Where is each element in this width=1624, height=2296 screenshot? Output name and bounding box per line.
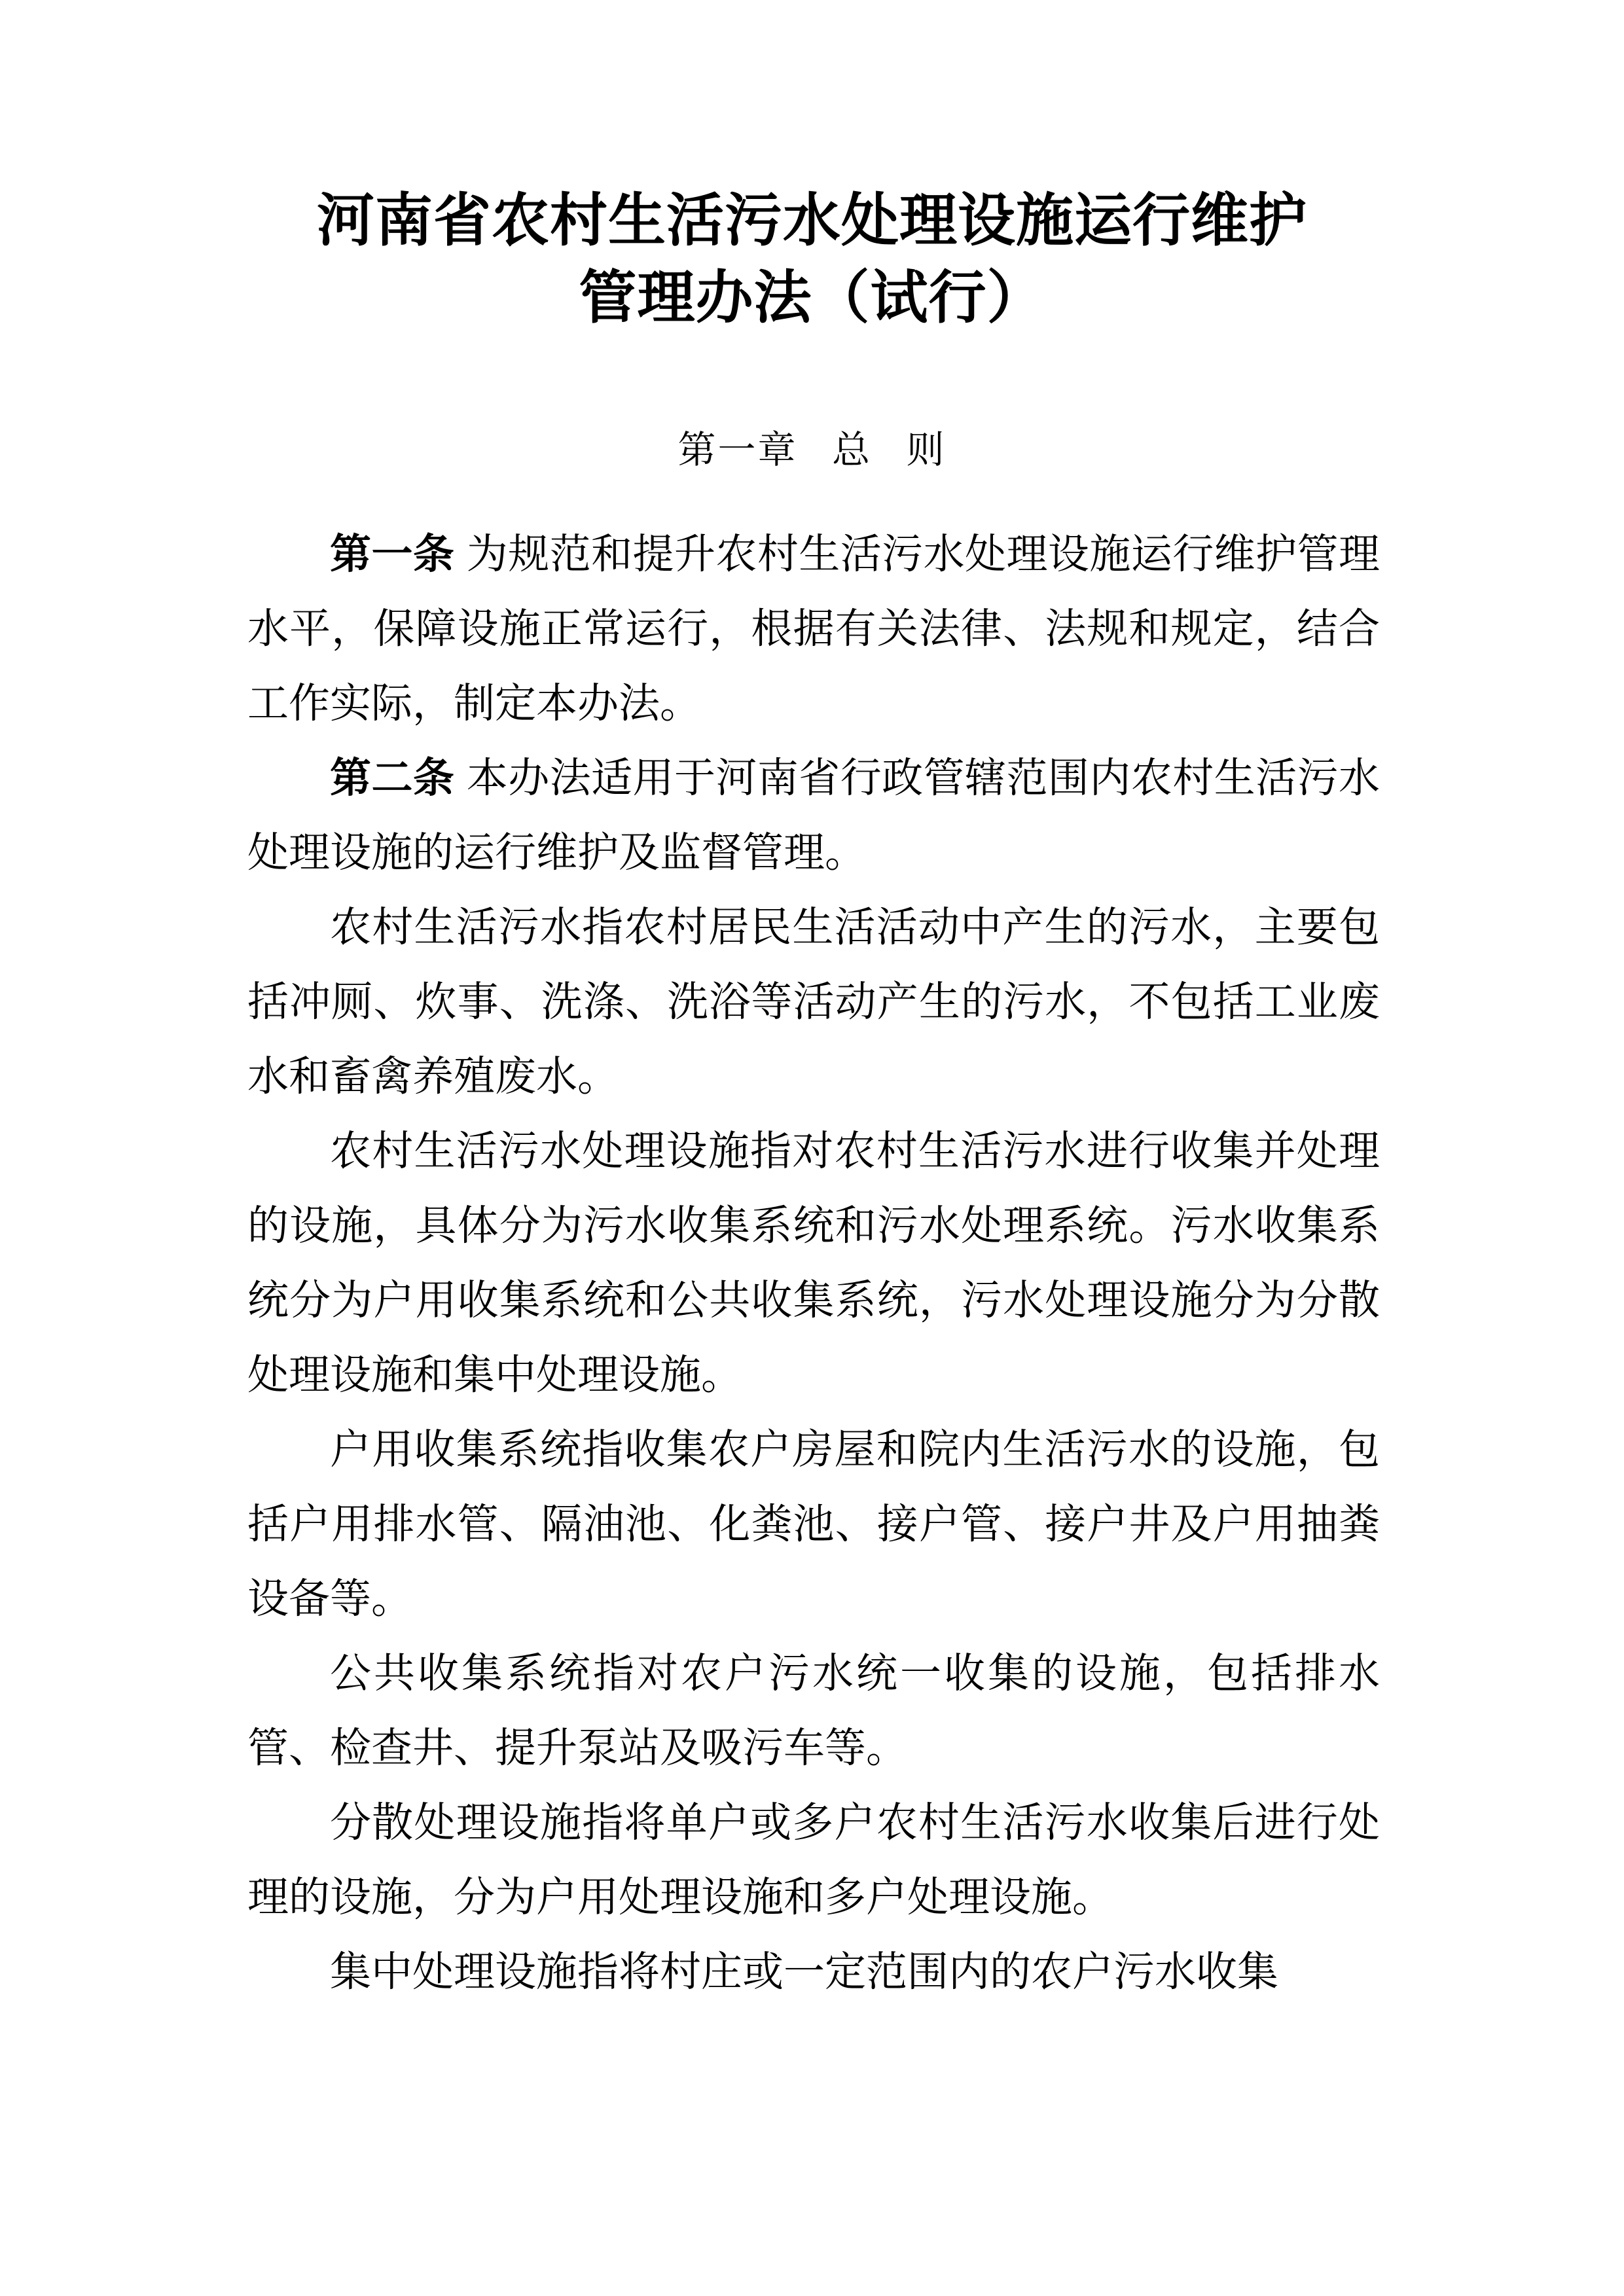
paragraph-definition-public-collection bbox=[247, 1636, 1380, 1785]
paragraph-text-1: 为规范和提升农村生活污水处理设施运行维护管理水平，保障设施正常运行，根据有关法律、法规和规定，结合工作实际，制定本办法。 bbox=[247, 531, 1380, 726]
paragraph-text-7: 分散处理设施指将单户或多户农村生活污水收集后进行处理的设施，分为户用处理设施和多户处理设施。 bbox=[247, 1800, 1380, 1920]
paragraph-text-5: 户用收集系统指收集农户房屋和院内生活污水的设施，包括户用排水管、隔油池、化粪池、接户管、接户井及户用抽粪设备等。 bbox=[247, 1427, 1380, 1622]
article-label-1: 第一条 bbox=[330, 531, 455, 577]
paragraph-text-3: 农村生活污水指农村居民生活活动中产生的污水，主要包括冲厕、炊事、洗涤、洗浴等活动产生的污水，不包括工业废水和畜禽养殖废水。 bbox=[247, 905, 1380, 1100]
paragraph-text-4: 农村生活污水处理设施指对农村生活污水进行收集并处理的设施，具体分为污水收集系统和污水处理系统。污水收集系统分为户用收集系统和公共收集系统，污水处理设施分为分散处理设施和集中处理设施。 bbox=[247, 1128, 1380, 1398]
paragraph-definition-centralized-facility bbox=[247, 1935, 1380, 2009]
paragraph-text-6: 公共收集系统指对农户污水统一收集的设施，包括排水管、检查井、提升泵站及吸污车等。 bbox=[247, 1651, 1380, 1771]
paragraph-text-8: 集中处理设施指将村庄或一定范围内的农户污水收集 bbox=[330, 1949, 1278, 1995]
document-body bbox=[247, 517, 1380, 2009]
article-label-2: 第二条 bbox=[330, 755, 455, 801]
paragraph-definition-household-collection bbox=[247, 1412, 1380, 1636]
document-title-line-2: 管理办法（试行） bbox=[579, 265, 1045, 330]
paragraph-definition-decentralized-facility bbox=[247, 1785, 1380, 1935]
document-title-line-1: 河南省农村生活污水处理设施运行维护 bbox=[316, 188, 1307, 253]
paragraph-article-2 bbox=[247, 741, 1380, 890]
chapter-heading: 第一章 总 则 bbox=[677, 429, 947, 471]
paragraph-text-2: 本办法适用于河南省行政管辖范围内农村生活污水处理设施的运行维护及监督管理。 bbox=[247, 755, 1380, 876]
paragraph-article-1 bbox=[247, 517, 1380, 741]
paragraph-definition-domestic-sewage bbox=[247, 890, 1380, 1114]
document-title bbox=[0, 182, 1624, 336]
paragraph-definition-treatment-facility bbox=[247, 1114, 1380, 1412]
